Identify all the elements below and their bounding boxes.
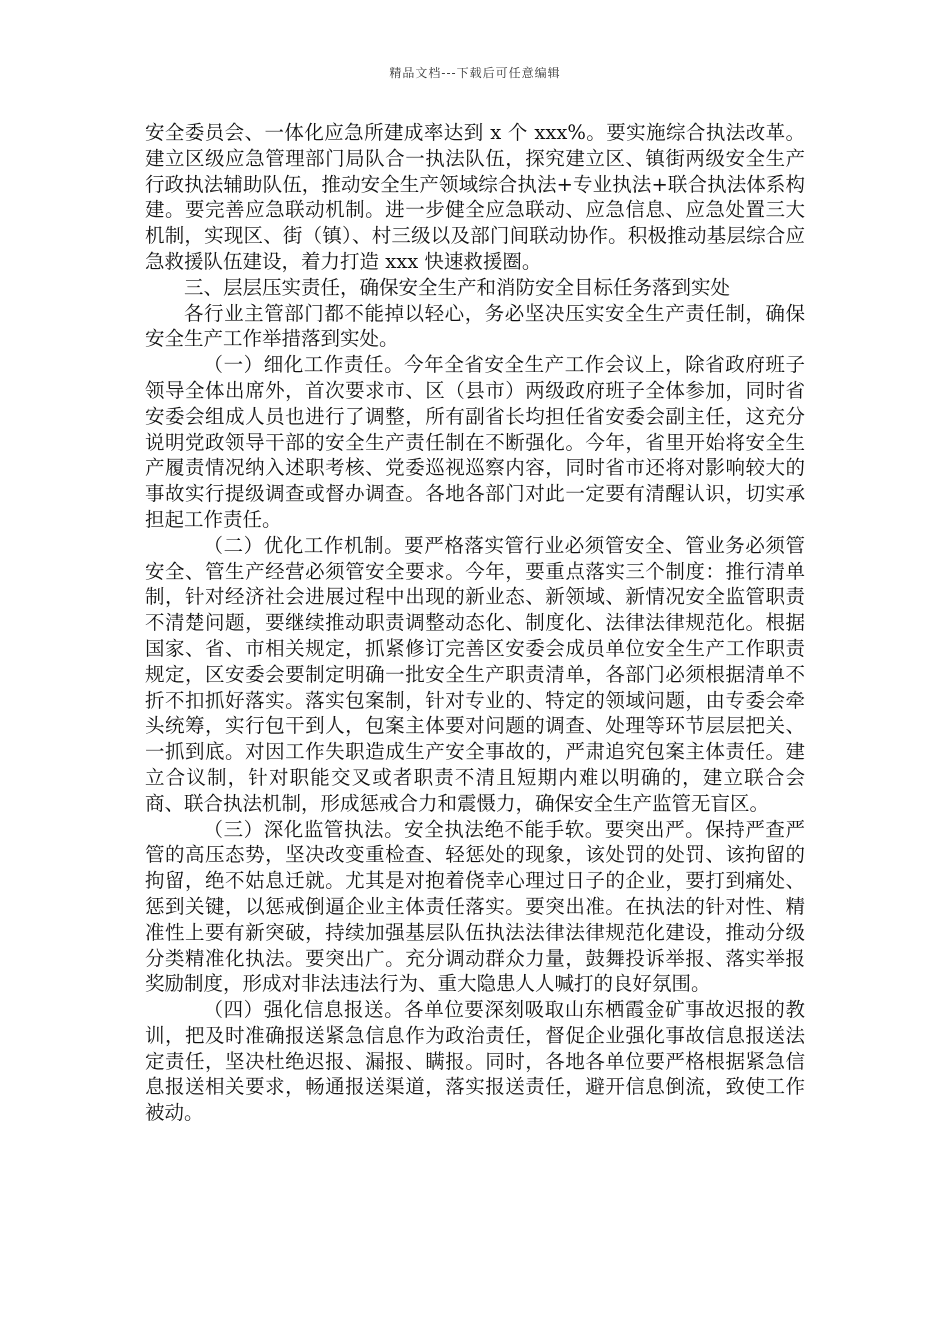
paragraph-continuation: 安全委员会、一体化应急所建成率达到 x 个 xxx%。要实施综合执法改革。建立区级应急管理部门局队合一执法队伍，探究建立区、镇街两级安全生产行政执法辅助队伍，推动安全生产领域综合执法+专业执法+联合执法体系构建。要完善应急联动机制。进一步健全应急联动、应急信息、应急处置三大机制，实现区、街（镇）、村三级以及部门间联动协作。积极推动基层综合应急救援队伍建设，着力打造 xxx 快速救援圈。 xyxy=(145,121,805,273)
paragraph-item-2: （二）优化工作机制。要严格落实管行业必须管安全、管业务必须管安全、管生产经营必须管安全要求。今年，要重点落实三个制度：推行清单制，针对经济社会进展过程中出现的新业态、新领域、新情况安全监管职责不清楚问题，要继续推动职责调整动态化、制度化、法律法律规范化。根据国家、省、市相关规定，抓紧修订完善区安委会成员单位安全生产工作职责规定，区安委会要制定明确一批安全生产职责清单，各部门必须根据清单不折不扣抓好落实。落实包案制，针对专业的、特定的领域问题，由专委会牵头统筹，实行包干到人，包案主体要对问题的调查、处理等环节层层把关、一抓到底。对因工作失职造成生产安全事故的，严肃追究包案主体责任。建立合议制，针对职能交叉或者职责不清且短期内难以明确的，建立联合会商、联合执法机制，形成惩戒合力和震慑力，确保安全生产监管无盲区。 xyxy=(145,533,805,815)
paragraph-intro: 各行业主管部门都不能掉以轻心，务必坚决压实安全生产责任制，确保安全生产工作举措落到实处。 xyxy=(145,301,805,351)
paragraph-item-3: （三）深化监管执法。安全执法绝不能手软。要突出严。保持严查严管的高压态势，坚决改变重检查、轻惩处的现象，该处罚的处罚、该拘留的拘留，绝不姑息迁就。尤其是对抱着侥幸心理过日子的企业，要打到痛处、惩到关键，以惩戒倒逼企业主体责任落实。要突出准。在执法的针对性、精准性上要有新突破，持续加强基层队伍执法法律法律规范化建设，推动分级分类精准化执法。要突出广。充分调动群众力量，鼓舞投诉举报、落实举报奖励制度，形成对非法违法行为、重大隐患人人喊打的良好氛围。 xyxy=(145,817,805,996)
paragraph-item-4: （四）强化信息报送。各单位要深刻吸取山东栖霞金矿事故迟报的教训，把及时准确报送紧急信息作为政治责任，督促企业强化事故信息报送法定责任，坚决杜绝迟报、漏报、瞒报。同时，各地各单位要严格根据紧急信息报送相关要求，畅通报送渠道，落实报送责任，避开信息倒流，致使工作被动。 xyxy=(145,998,805,1125)
document-body xyxy=(145,120,805,1126)
page-header: 精品文档---下载后可任意编辑 xyxy=(389,66,561,80)
section-heading-3: 三、层层压实责任，确保安全生产和消防安全目标任务落到实处 xyxy=(184,275,731,299)
paragraph-item-1: （一）细化工作责任。今年全省安全生产工作会议上，除省政府班子领导全体出席外，首次要求市、区（县市）两级政府班子全体参加，同时省安委会组成人员也进行了调整，所有副省长均担任省安委会副主任，这充分说明党政领导干部的安全生产责任制在不断强化。今年，省里开始将安全生产履责情况纳入述职考核、党委巡视巡察内容，同时省市还将对影响较大的事故实行提级调查或督办调查。各地各部门对此一定要有清醒认识，切实承担起工作责任。 xyxy=(145,353,805,531)
